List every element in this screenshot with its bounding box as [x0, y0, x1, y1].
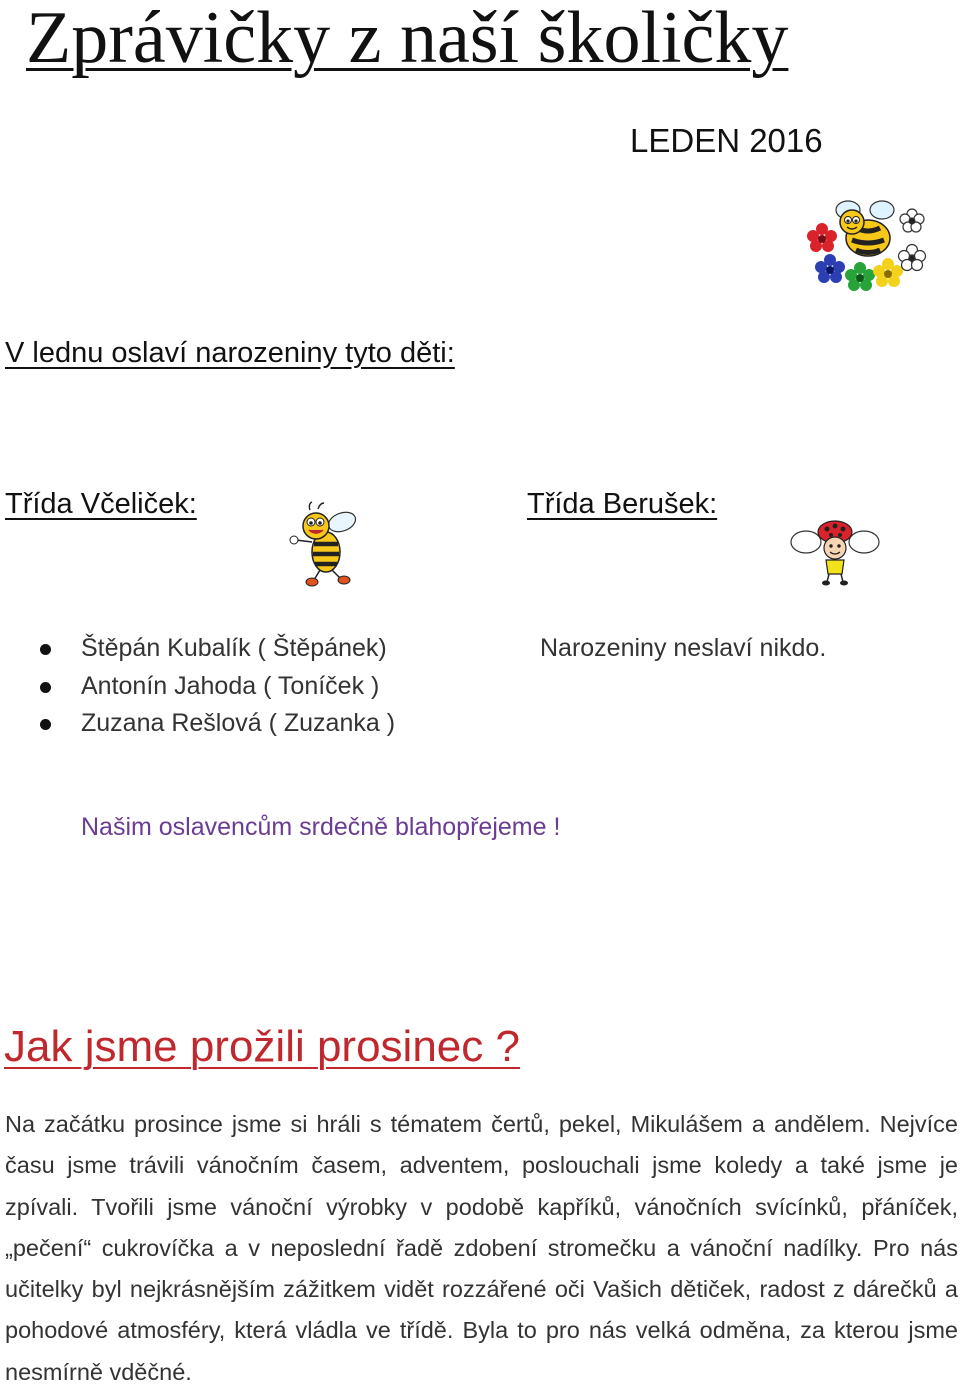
- bees-birthday-list: [40, 630, 395, 743]
- white-flower-icon: [900, 209, 924, 232]
- green-flower-icon: [845, 262, 875, 291]
- birthdays-heading: V lednu oslaví narozeniny tyto děti:: [5, 337, 455, 369]
- newsletter-title: Zprávičky z naší školičky: [26, 0, 789, 79]
- list-item: Zuzana Rešlová ( Zuzanka ): [40, 705, 395, 743]
- issue-date: LEDEN 2016: [630, 122, 823, 159]
- congratulation-text: Našim oslavencům srdečně blahopřejeme !: [81, 813, 561, 841]
- december-paragraph: Na začátku prosince jsme si hráli s tématem čertů, pekel, Mikulášem a andělem. Nejvíce času jsme trávili vánočním časem, adventem, poslouchali jsme koledy a také jsme je zpívali. Tvořili jsme vánoční výrobky v podobě kapříků, vánočních svícínků, přáníček, „pečení“ cukrovíčka a v neposlední řadě zdobení stromečku a vánoční nadílky. Pro nás učitelky byl nejkrásnějším zážitkem vidět rozzářené oči Vašich dětiček, radost z dárečků a pohodové atmosféry, která vládla ve třídě. Byla to pro nás velká odměna, za kterou jsme nesmírně vděčné.: [5, 1111, 958, 1385]
- blue-flower-icon: [815, 254, 845, 283]
- class-bees-heading: Třída Včeliček:: [5, 488, 197, 520]
- ladybird-illustration: [788, 520, 882, 586]
- list-item: Štěpán Kubalík ( Štěpánek): [40, 630, 395, 668]
- red-flower-icon: [807, 223, 837, 252]
- bee-illustration: [284, 500, 364, 590]
- yellow-flower-icon: [873, 258, 903, 287]
- ladybirds-birthday-note: Narozeniny neslaví nikdo.: [540, 634, 827, 662]
- list-item: Antonín Jahoda ( Toníček ): [40, 668, 395, 706]
- december-heading: Jak jsme prožili prosinec ?: [4, 1022, 520, 1071]
- class-ladybirds-heading: Třída Berušek:: [527, 488, 718, 520]
- white-flower-icon: [899, 245, 926, 271]
- bee-icon: [836, 201, 894, 256]
- bee-with-flowers-illustration: [800, 196, 952, 304]
